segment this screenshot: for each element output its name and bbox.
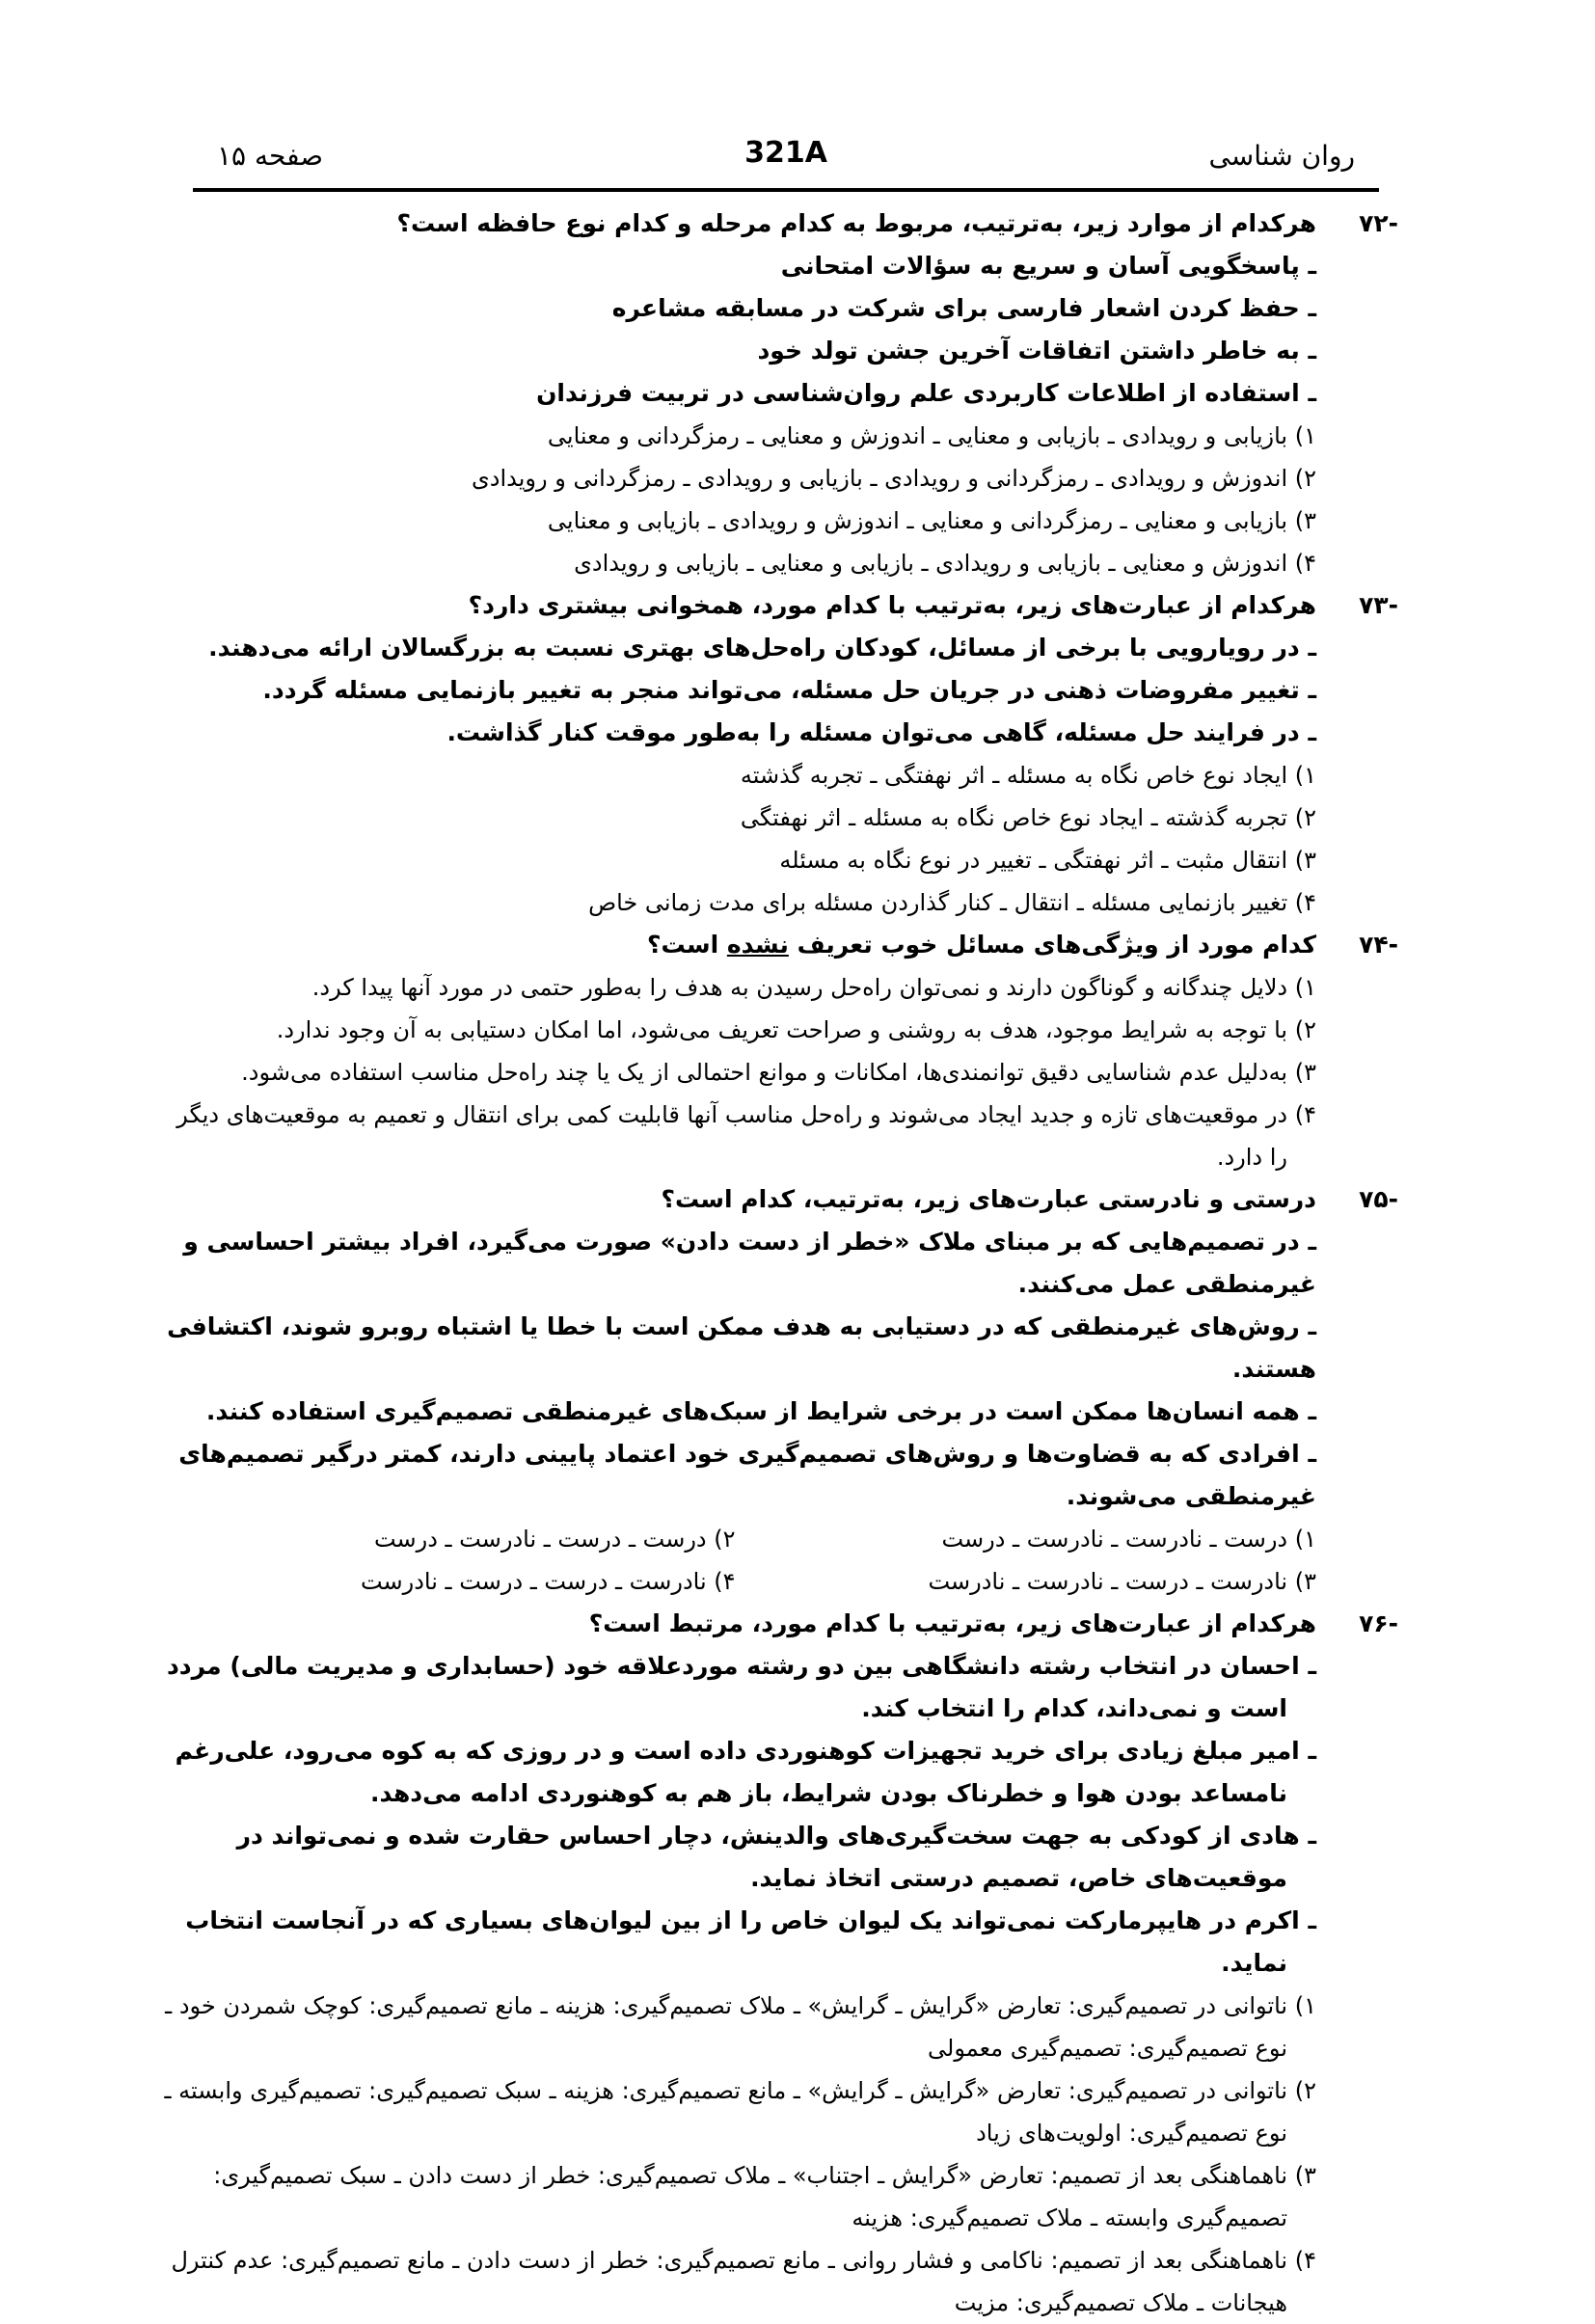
statement: ـ در رویارویی با برخی از مسائل، کودکان راه‌حل‌های بهتری نسبت به بزرگسالان ارائه می‌دهند. [208, 634, 1316, 662]
question-number: -۷۶ [1359, 1609, 1398, 1637]
option-2: ۲) با توجه به شرایط موجود، هدف به روشنی و صراحت تعریف می‌شود، اما امکان دستیابی به آن وجود ندارد. [276, 1016, 1316, 1043]
subject-title: روان شناسی [1208, 140, 1355, 172]
option-3: ۳) بازیابی و معنایی ـ رمزگردانی و معنایی ـ اندوزش و رویدادی ـ بازیابی و معنایی [547, 507, 1316, 534]
option-2: ۲) اندوزش و رویدادی ـ رمزگردانی و رویدادی ـ بازیابی و رویدادی ـ رمزگردانی و رویدادی [472, 465, 1316, 492]
option-2: ۲) ناتوانی در تصمیم‌گیری: تعارض «گرایش ـ گرایش» ـ مانع تصمیم‌گیری: هزینه ـ سبک تصمیم‌گیری: تصمیم‌گیری وابسته ـ نوع تصمیم‌گیری: اولویت‌های زیاد [164, 2077, 1316, 2147]
stem-text-end: است؟ [647, 931, 727, 959]
option-1: ۱) درست ـ نادرست ـ نادرست ـ درست [941, 1526, 1316, 1553]
statement: ـ همه انسان‌ها ممکن است در برخی شرایط از سبک‌های غیرمنطقی تصمیم‌گیری استفاده کنند. [205, 1397, 1316, 1425]
question-72 [154, 203, 1398, 584]
statement: ـ اکرم در هایپرمارکت نمی‌تواند یک لیوان خاص را از بین لیوان‌های بسیاری که در آنجاست انتخاب نماید. [185, 1906, 1316, 1977]
question-number: -۷۴ [1359, 931, 1398, 959]
option-3: ۳) به‌دلیل عدم شناسایی دقیق توانمندی‌ها، امکانات و موانع احتمالی از یک یا چند راه‌حل مناسب استفاده می‌شود. [241, 1059, 1316, 1086]
question-stem: هرکدام از موارد زیر، به‌ترتیب، مربوط به کدام مرحله و کدام نوع حافظه است؟ [396, 209, 1316, 237]
exam-code: 321A [744, 136, 827, 170]
question-75 [154, 1178, 1398, 1603]
question-73 [154, 584, 1398, 924]
statement: ـ استفاده از اطلاعات کاربردی علم روان‌شناسی در تربیت فرزندان [536, 379, 1316, 407]
questions [154, 203, 1398, 2324]
question-stem: درستی و نادرستی عبارت‌های زیر، به‌ترتیب، کدام است؟ [661, 1185, 1316, 1213]
stem-text: کدام مورد از ویژگی‌های مسائل خوب تعریف [788, 931, 1316, 959]
statement: ـ افرادی که به قضاوت‌ها و روش‌های تصمیم‌گیری خود اعتماد پایینی دارند، کمتر درگیر تصمیم‌های غیرمنطقی می‌شوند. [178, 1440, 1316, 1510]
question-stem [154, 924, 1316, 966]
option-3: ۳) ناهماهنگی بعد از تصمیم: تعارض «گرایش ـ اجتناب» ـ ملاک تصمیم‌گیری: خطر از دست دادن ـ سبک تصمیم‌گیری: تصمیم‌گیری وابسته ـ ملاک تصمیم‌گیری: هزینه [213, 2162, 1316, 2231]
header-rule [193, 188, 1379, 192]
option-3: ۳) نادرست ـ درست ـ نادرست ـ نادرست [928, 1568, 1316, 1595]
question-number: -۷۲ [1359, 209, 1398, 237]
option-4: ۴) تغییر بازنمایی مسئله ـ انتقال ـ کنار گذاردن مسئله برای مدت زمانی خاص [588, 889, 1316, 916]
option-2: ۲) تجربه گذشته ـ ایجاد نوع خاص نگاه به مسئله ـ اثر نهفتگی [740, 804, 1316, 831]
option-4: ۴) ناهماهنگی بعد از تصمیم: ناکامی و فشار روانی ـ مانع تصمیم‌گیری: خطر از دست دادن ـ مانع تصمیم‌گیری: عدم کنترل هیجانات ـ ملاک تصمیم‌گیری: مزیت [171, 2247, 1316, 2316]
question-stem: هرکدام از عبارت‌های زیر، به‌ترتیب با کدام مورد، همخوانی بیشتری دارد؟ [468, 591, 1316, 619]
page-number: صفحه ۱۵ [217, 140, 324, 172]
option-3: ۳) انتقال مثبت ـ اثر نهفتگی ـ تغییر در نوع نگاه به مسئله [779, 847, 1316, 874]
statement: ـ حفظ کردن اشعار فارسی برای شرکت در مسابقه مشاعره [611, 294, 1316, 322]
option-1: ۱) بازیابی و رویدادی ـ بازیابی و معنایی ـ اندوزش و معنایی ـ رمزگردانی و معنایی [547, 422, 1316, 449]
statement: ـ در فرایند حل مسئله، گاهی می‌توان مسئله را به‌طور موقت کنار گذاشت. [446, 718, 1316, 746]
statement: ـ هادی از کودکی به جهت سخت‌گیری‌های والدینش، دچار احساس حقارت شده و نمی‌تواند در موقعیت‌های خاص، تصمیم درستی اتخاذ نماید. [236, 1822, 1316, 1892]
option-4: ۴) نادرست ـ درست ـ درست ـ نادرست [360, 1568, 736, 1595]
statement: ـ احسان در انتخاب رشته دانشگاهی بین دو رشته موردعلاقه خود (حسابداری و مدیریت مالی) مردد است و نمی‌داند، کدام را انتخاب کند. [166, 1652, 1316, 1722]
question-76 [154, 1603, 1398, 2324]
statement: ـ امیر مبلغ زیادی برای خرید تجهیزات کوهنوردی داده است و در روزی که به کوه می‌رود، علی‌رغم نامساعد بودن هوا و خطرناک بودن شرایط، باز هم به کوهنوردی ادامه می‌دهد. [175, 1737, 1316, 1807]
option-4: ۴) در موقعیت‌های تازه و جدید ایجاد می‌شوند و راه‌حل مناسب آنها قابلیت کمی برای انتقال و تعمیم به موقعیت‌های دیگر را دارد. [176, 1101, 1316, 1171]
question-number: -۷۳ [1359, 591, 1398, 619]
options-grid [154, 1518, 1316, 1603]
statement: ـ روش‌های غیرمنطقی که در دستیابی به هدف ممکن است با خطا یا اشتباه روبرو شوند، اکتشافی هستند. [167, 1312, 1316, 1383]
stem-underlined-word: نشده [726, 931, 789, 959]
option-2: ۲) درست ـ درست ـ نادرست ـ درست [373, 1526, 736, 1553]
question-74 [154, 924, 1398, 1178]
statement: ـ پاسخگویی آسان و سریع به سؤالات امتحانی [780, 252, 1316, 280]
option-1: ۱) ایجاد نوع خاص نگاه به مسئله ـ اثر نهفتگی ـ تجربه گذشته [740, 762, 1316, 789]
statement: ـ به خاطر داشتن اتفاقات آخرین جشن تولد خود [757, 337, 1316, 365]
option-1: ۱) دلایل چندگانه و گوناگون دارند و نمی‌توان راه‌حل رسیدن به هدف را به‌طور حتمی در مورد آنها پیدا کرد. [311, 974, 1316, 1001]
question-number: -۷۵ [1359, 1185, 1398, 1213]
option-1: ۱) ناتوانی در تصمیم‌گیری: تعارض «گرایش ـ گرایش» ـ ملاک تصمیم‌گیری: هزینه ـ مانع تصمیم‌گیری: کوچک شمردن خود ـ نوع تصمیم‌گیری: تصمیم‌گیری معمولی [165, 1992, 1316, 2062]
page-header [217, 136, 1355, 180]
option-4: ۴) اندوزش و معنایی ـ بازیابی و رویدادی ـ بازیابی و معنایی ـ بازیابی و رویدادی [574, 550, 1316, 577]
question-stem: هرکدام از عبارت‌های زیر، به‌ترتیب با کدام مورد، مرتبط است؟ [588, 1609, 1316, 1637]
statement: ـ تغییر مفروضات ذهنی در جریان حل مسئله، می‌تواند منجر به تغییر بازنمایی مسئله گردد. [262, 676, 1316, 704]
statement: ـ در تصمیم‌هایی که بر مبنای ملاک «خطر از دست دادن» صورت می‌گیرد، افراد بیشتر احساسی و غیرمنطقی عمل می‌کنند. [183, 1228, 1316, 1298]
